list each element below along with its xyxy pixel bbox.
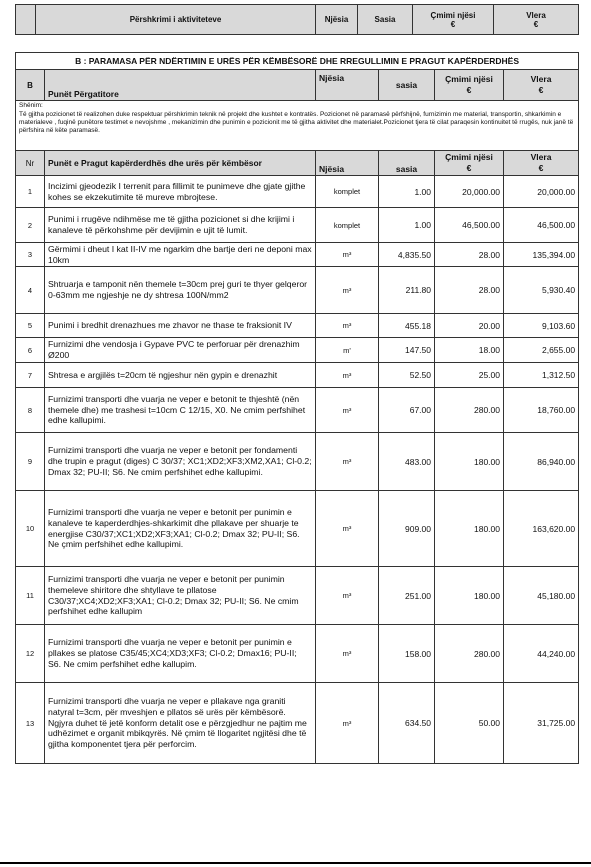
row-description: Gërmimi i dheut I kat II-IV me ngarkim dhe bartje deri ne deponi max 10km <box>45 243 316 267</box>
table-row <box>16 338 579 363</box>
row-quantity: 211.80 <box>379 267 435 314</box>
works-label: Punët Përgatitore <box>45 70 316 101</box>
row-quantity: 4,835.50 <box>379 243 435 267</box>
header-quantity: Sasia <box>358 5 413 35</box>
row-description: Incizimi gjeodezik I terrenit para fillimit te punimeve dhe gjate gjithe kohes se ekzekutimite të mureve mbrojtese. <box>45 176 316 208</box>
row-description: Punimi i bredhit drenazhues me zhavor ne thase te fraksionit IV <box>45 314 316 338</box>
table-row <box>16 208 579 243</box>
row-unit: m³ <box>316 433 379 491</box>
col-value: Vlera € <box>504 151 579 176</box>
row-description: Furnizimi transporti dhe vuarja ne veper e betonit per punimin e pllakes se platose C35/45;XC4;XD3;XF3; Cl-0.2; Dmax16; PU-II; S6. Ne cmim perfshihet edhe kallupim. <box>45 625 316 683</box>
row-number: 13 <box>16 683 45 764</box>
row-quantity: 455.18 <box>379 314 435 338</box>
row-value: 135,394.00 <box>504 243 579 267</box>
col-title: Punët e Pragut kapërderdhës dhe urës për këmbësor <box>45 151 316 176</box>
row-unit-price: 280.00 <box>435 625 504 683</box>
row-unit: m³ <box>316 491 379 567</box>
row-quantity: 158.00 <box>379 625 435 683</box>
row-quantity: 251.00 <box>379 567 435 625</box>
row-unit: m³ <box>316 567 379 625</box>
row-quantity: 1.00 <box>379 208 435 243</box>
row-value: 31,725.00 <box>504 683 579 764</box>
row-value: 86,940.00 <box>504 433 579 491</box>
row-unit: komplet <box>316 208 379 243</box>
row-unit-price: 28.00 <box>435 243 504 267</box>
table-row <box>16 683 579 764</box>
row-value: 2,655.00 <box>504 338 579 363</box>
section-title: B : PARAMASA PËR NDËRTIMIN E URËS PËR KËMBËSORË DHE RREGULLIMIN E PRAGUT KAPËRDERDHËS <box>16 53 579 70</box>
header-activities: Përshkrimi i aktiviteteve <box>36 5 316 35</box>
row-number: 10 <box>16 491 45 567</box>
row-unit-price: 50.00 <box>435 683 504 764</box>
col-nr: Nr <box>16 151 45 176</box>
row-value: 9,103.60 <box>504 314 579 338</box>
row-value: 163,620.00 <box>504 491 579 567</box>
header-blank-cell <box>16 5 36 35</box>
table-row <box>16 625 579 683</box>
row-unit: m³ <box>316 625 379 683</box>
row-description: Shtresa e argjilës t=20cm të ngjeshur nën gypin e drenazhit <box>45 363 316 388</box>
col-unit: Njësia <box>316 151 379 176</box>
value-label: Vlera € <box>504 70 579 101</box>
row-quantity: 52.50 <box>379 363 435 388</box>
table-row <box>16 567 579 625</box>
row-description: Furnizimi transporti dhe vuarja ne veper e betonit te thjeshtë (nën themele dhe) me trashesi t=10cm C 12/15, X0. Ne cmim perfshihet edhe kallupimi. <box>45 388 316 433</box>
bill-of-quantities-table <box>15 52 579 764</box>
row-value: 5,930.40 <box>504 267 579 314</box>
row-quantity: 483.00 <box>379 433 435 491</box>
table-row <box>16 243 579 267</box>
page-bottom-rule <box>0 862 591 864</box>
row-unit-price: 25.00 <box>435 363 504 388</box>
row-unit-price: 28.00 <box>435 267 504 314</box>
row-number: 9 <box>16 433 45 491</box>
note-cell <box>16 101 579 151</box>
row-value: 1,312.50 <box>504 363 579 388</box>
row-unit-price: 280.00 <box>435 388 504 433</box>
table-row <box>16 433 579 491</box>
col-price: Çmimi njësi € <box>435 151 504 176</box>
unit-label: Njësia <box>316 70 379 101</box>
row-description: Punimi i rrugëve ndihmëse me të gjitha pozicionet si dhe krijimi i kanaleve të përkohshme për devijimin e ujit të lumit. <box>45 208 316 243</box>
row-number: 5 <box>16 314 45 338</box>
row-quantity: 147.50 <box>379 338 435 363</box>
row-value: 44,240.00 <box>504 625 579 683</box>
row-quantity: 634.50 <box>379 683 435 764</box>
row-unit-price: 180.00 <box>435 433 504 491</box>
row-value: 46,500.00 <box>504 208 579 243</box>
table-row <box>16 176 579 208</box>
row-unit: m³ <box>316 314 379 338</box>
row-unit: m³ <box>316 388 379 433</box>
row-number: 11 <box>16 567 45 625</box>
row-description: Furnizimi dhe vendosja i Gypave PVC te perforuar për drenazhim Ø200 <box>45 338 316 363</box>
row-unit-price: 180.00 <box>435 567 504 625</box>
row-quantity: 1.00 <box>379 176 435 208</box>
row-description: Shtruarja e tamponit nën themele t=30cm prej guri te thyer gelqeror 0-63mm me ngjeshje ne dy shtresa 100N/mm2 <box>45 267 316 314</box>
row-unit: m³ <box>316 683 379 764</box>
row-value: 20,000.00 <box>504 176 579 208</box>
row-unit: m³ <box>316 363 379 388</box>
row-number: 1 <box>16 176 45 208</box>
section-code: B <box>16 70 45 101</box>
row-value: 45,180.00 <box>504 567 579 625</box>
note-label: Shënim: <box>19 102 43 109</box>
row-unit-price: 18.00 <box>435 338 504 363</box>
row-unit: m³ <box>316 267 379 314</box>
row-description: Furnizimi transporti dhe vuarja ne veper e betonit per fondamenti dhe trupin e pragut (diges) C 30/37; XC1;XD2;XF3;XM2,XA1; Cl-0.2; Dmax 32; PU-II; S6. Ne cmim perfshihet edhe kallupimi. <box>45 433 316 491</box>
row-unit-price: 20,000.00 <box>435 176 504 208</box>
price-label: Çmimi njësi € <box>435 70 504 101</box>
row-unit: m' <box>316 338 379 363</box>
col-qty: sasia <box>379 151 435 176</box>
row-description: Furnizimi transporti dhe vuarja ne veper e betonit per punimin themeleve shiritore dhe shtyllave te pllatose C30/37;XC4;XD2;XF3;XA1; Cl-0.2; Dmax 32; PU-II; S6. Ne cmim perfshihet edhe kallupim <box>45 567 316 625</box>
row-number: 7 <box>16 363 45 388</box>
row-number: 12 <box>16 625 45 683</box>
row-unit: m³ <box>316 243 379 267</box>
header-value: Vlera € <box>494 5 579 35</box>
summary-header-table <box>15 4 579 35</box>
row-quantity: 909.00 <box>379 491 435 567</box>
row-number: 4 <box>16 267 45 314</box>
row-number: 6 <box>16 338 45 363</box>
row-description: Furnizimi transporti dhe vuarja ne veper e pllakave nga graniti natyral t=3cm, për mveshjen e pllatos së urës për këmbësorë. Ngjyra duhet të jetë konform detalit ose e përzgjedhur ne pajtim me udhëzimet e organit mbikqyrës. Në çmim të llogaritet ngjitësi dhe të gjitha komponentet tjera për perforcim. <box>45 683 316 764</box>
table-row <box>16 363 579 388</box>
qty-label: sasia <box>379 70 435 101</box>
row-number: 2 <box>16 208 45 243</box>
note-text: Të gjitha pozicionet të realizohen duke respektuar përshkrimin teknik në projekt dhe kushtet e kontratës. Pozicionet në paramasë përfshijnë, furnizimin me material, transportin, shkarkimin e materialeve , fuqinë punëtore testimet e nevojshme , mekanizimin dhe punimin e pozicionit me të gjitha aktivitet dhe materialet.Pozicionet tjera të cilat paraqesin kontinuitet të rrugës, nuk janë të përfshira në këte paramasë. <box>19 111 574 134</box>
row-unit: komplet <box>316 176 379 208</box>
table-row <box>16 388 579 433</box>
row-value: 18,760.00 <box>504 388 579 433</box>
row-unit-price: 46,500.00 <box>435 208 504 243</box>
header-unit-price: Çmimi njësi € <box>413 5 494 35</box>
row-description: Furnizimi transporti dhe vuarja ne veper e betonit per punimin e kanaleve te kaperderdhjes-shkarkimit dhe pllakave per shuarje te energjise C30/37;XC1;XD2;XF3;XA1; Cl-0.2; Dmax 32; PU-II; S6. Ne çmim perfshihet edhe kallupimi. <box>45 491 316 567</box>
table-row <box>16 314 579 338</box>
row-unit-price: 180.00 <box>435 491 504 567</box>
row-quantity: 67.00 <box>379 388 435 433</box>
row-number: 8 <box>16 388 45 433</box>
table-row <box>16 267 579 314</box>
header-unit: Njësia <box>316 5 358 35</box>
table-row <box>16 491 579 567</box>
row-number: 3 <box>16 243 45 267</box>
row-unit-price: 20.00 <box>435 314 504 338</box>
